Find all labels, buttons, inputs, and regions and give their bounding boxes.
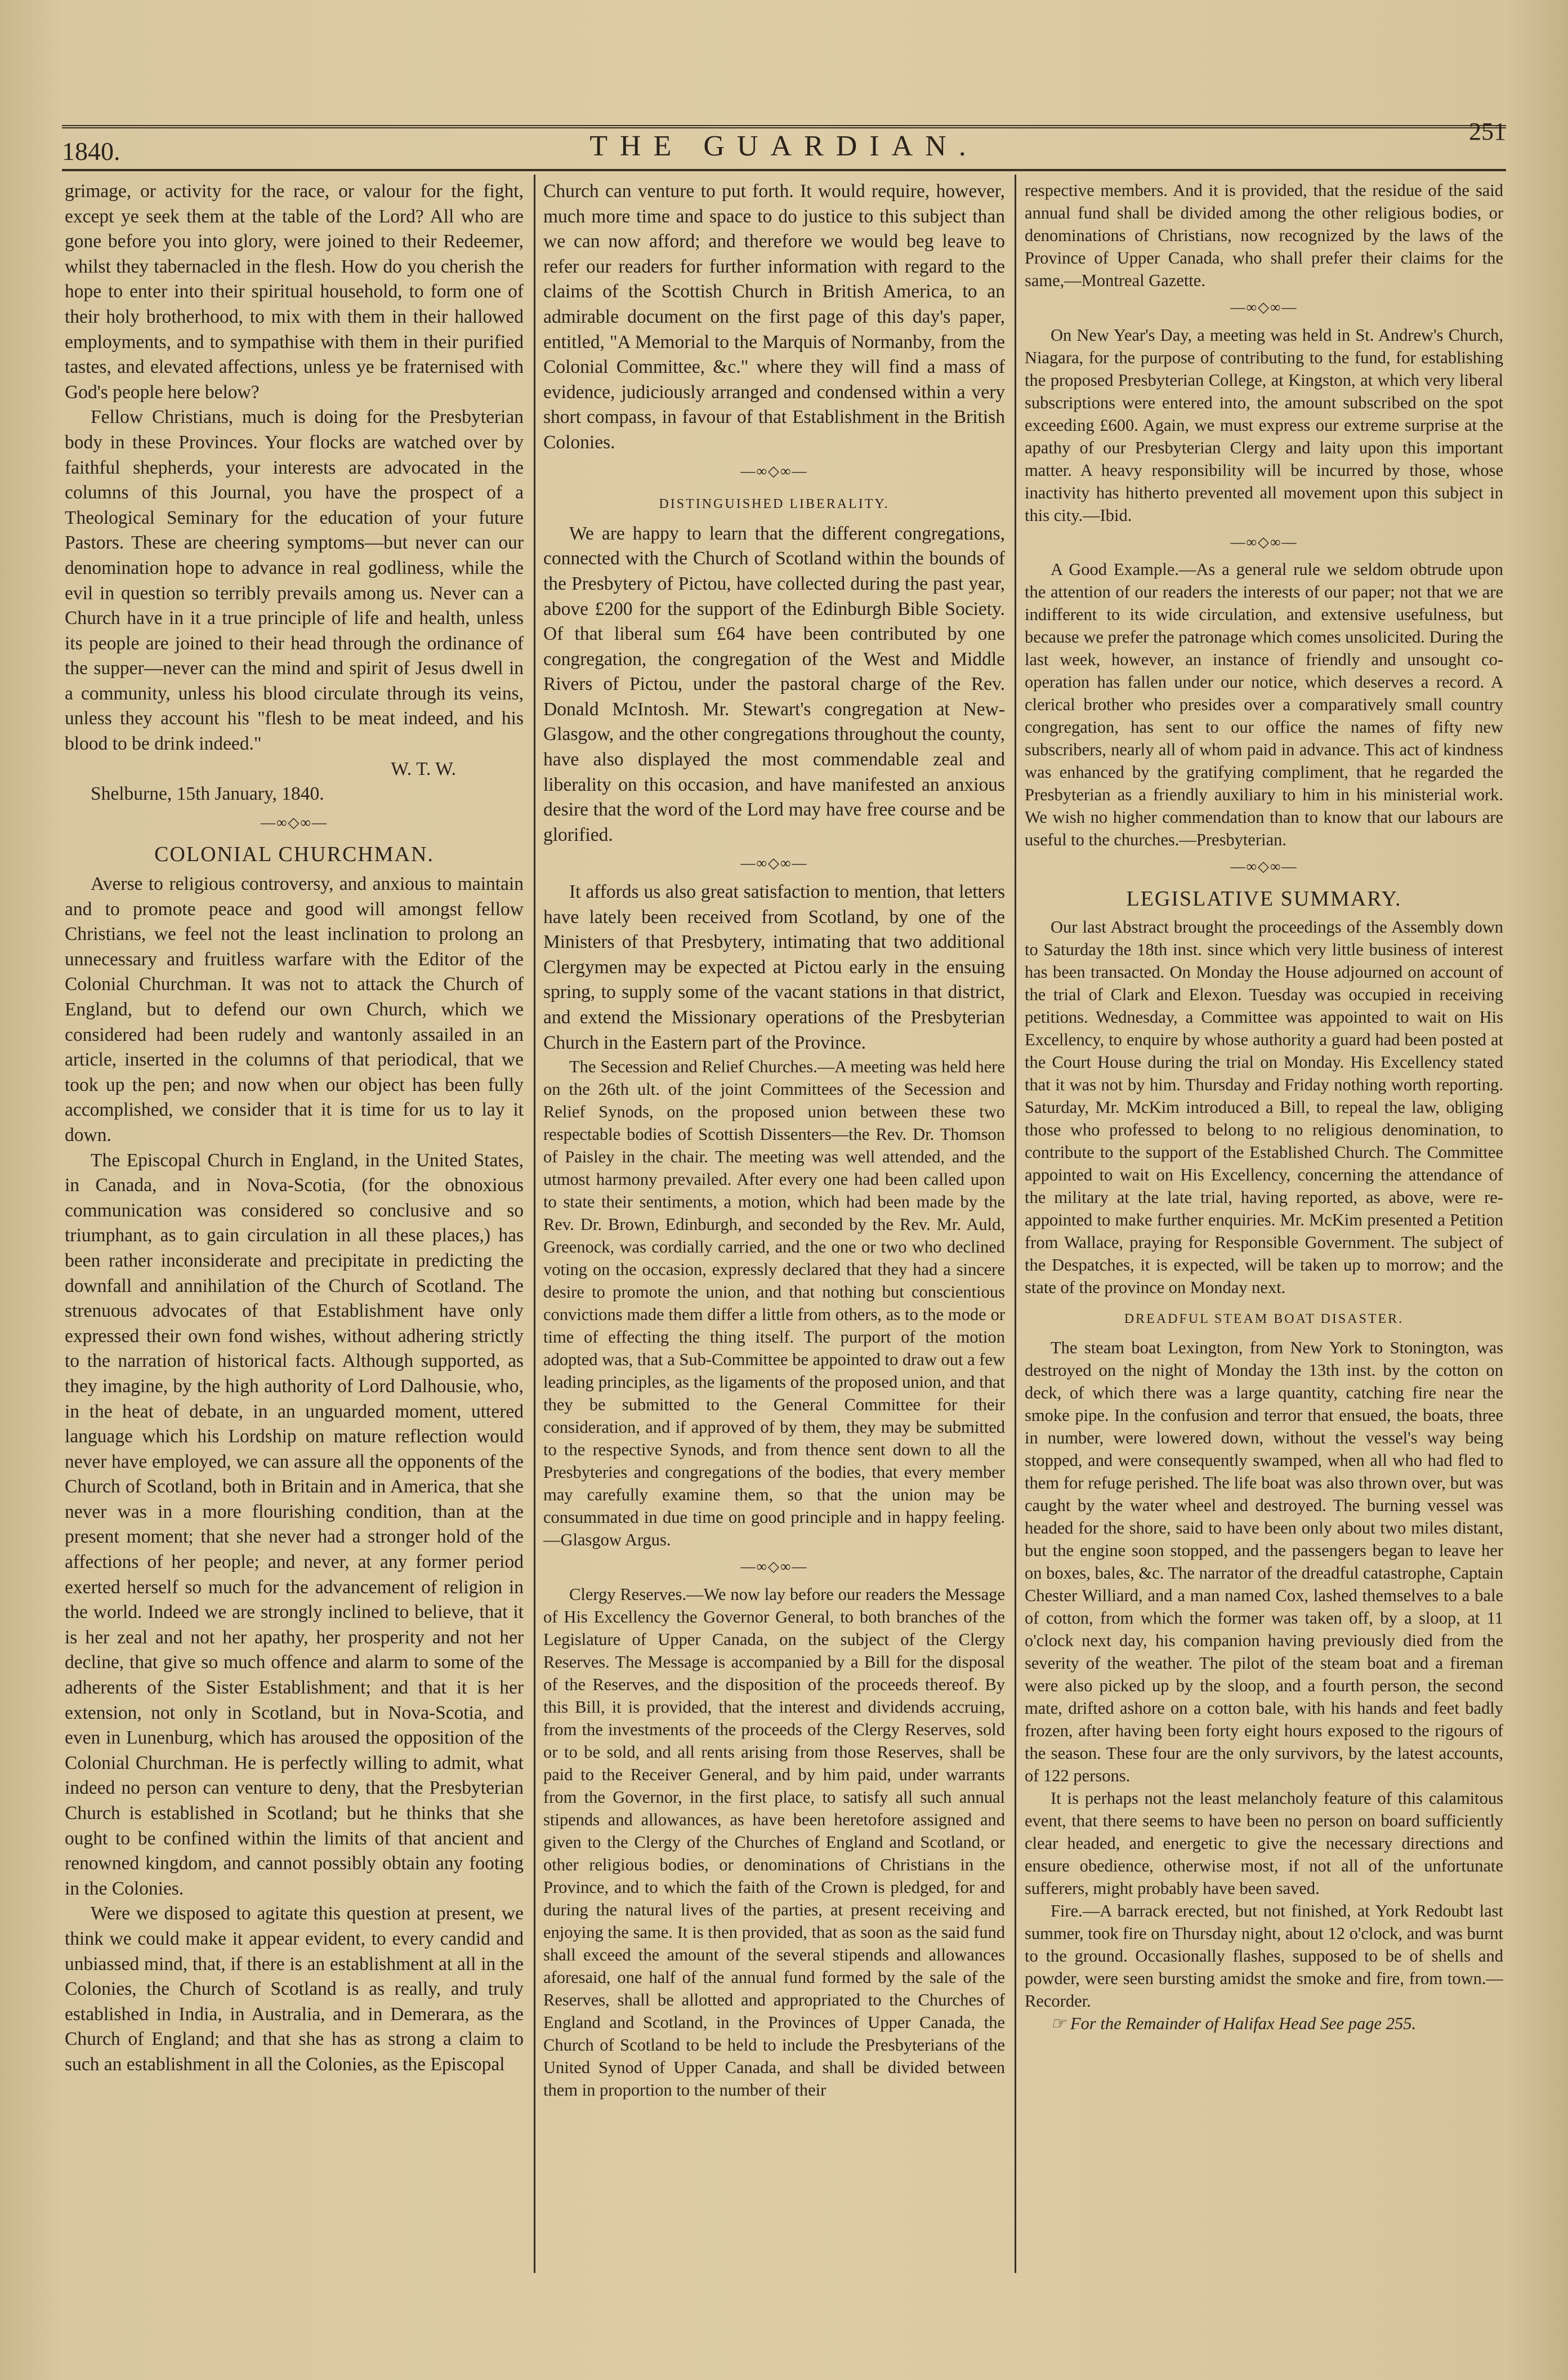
page-number: 251 bbox=[1469, 118, 1506, 145]
ornament-divider: —∞◇∞— bbox=[740, 462, 808, 479]
dateline: Shelburne, 15th January, 1840. bbox=[91, 783, 324, 805]
column-1 bbox=[65, 179, 524, 2267]
article-paragraph: Church can venture to put forth. It would require, however, much more time and space to do justice to this subject than we can now afford; and therefore we would beg leave to refer our readers for further information with regard to the claims of the Scottish Church in British America, to an admirable document on the first page of this day's paper, entitled, "A Memorial to the Marquis of Normanby, from the Colonial Committee, &c." where they will find a mass of evidence, judiciously arranged and condensed within a very short compass, in favour of that Establishment in the British Colonies. bbox=[543, 181, 1005, 453]
column-2 bbox=[543, 179, 1005, 2267]
masthead-rule-top bbox=[62, 125, 1506, 128]
author-signature: W. T. W. bbox=[391, 758, 456, 779]
masthead-rule-bottom bbox=[62, 169, 1506, 171]
section-heading: COLONIAL CHURCHMAN. bbox=[154, 843, 434, 867]
article-paragraph: It affords us also great satisfaction to mention, that letters have lately been received from Scotland, by one of the Ministers of that Presbytery, intimating that two additional Clergymen may be expected at Pictou early in the ensuing spring, to supply some of the vacant stations in that district, and extend the Missionary operations of the Presbyterian Church in the Eastern part of the Province. bbox=[543, 881, 1005, 1053]
article-paragraph: The Episcopal Church in England, in the United States, in Canada, and in Nova-Scotia, (for the obnoxious communication was considered so conclusive and so triumphant, as to gain circulation in all these places,) has been rather inconsiderate and precipitate in predicting the downfall and annihilation of the Church of Scotland. The strenuous advocates of that Establishment have only expressed their own fond wishes, without adhering strictly to the narration of historical facts. Although supported, as they imagine, by the high authority of Lord Dalhousie, who, in the heat of debate, in an unguarded moment, uttered language which his Lordship on mature reflection would never have employed, we can assure all the opponents of the Church of Scotland, both in Britain and in America, that she never was in a more flourishing condition, than at the present moment; that she never had a stronger hold of the affections of her people; and never, at any former period exerted herself so much for the advancement of religion in the world. Indeed we are strongly inclined to believe, that it is her zeal and not her apathy, her prosperity and not her decline, that give so much offence and alarm to some of the adherents of the Sister Establishment; and that it is her extension, not only in Scotland, but in Nova-Scotia, and even in Lunenburg, which has aroused the opposition of the Colonial Churchman. He is perfectly willing to admit, what indeed no person can venture to deny, that the Presbyterian Church is established in Scotland; but he thinks that she ought to be confined within the limits of that ancient and renowned kingdom, and cannot possibly obtain any footing in the Colonies. bbox=[65, 1149, 524, 1899]
article-paragraph: On New Year's Day, a meeting was held in St. Andrew's Church, Niagara, for the purpose of contributing to the fund, for establishing the proposed Presbyterian College, at Kingston, at which very liberal subscriptions were entered into, the amount subscribed on the spot exceeding £600. Again, we must express our extreme surprise at the apathy of our Presbyterian Clergy and laity upon this important matter. A heavy responsibility will be incurred by those, whose inactivity has hitherto prevented all movement upon this subject in this city.—Ibid. bbox=[1025, 325, 1503, 525]
article-paragraph: Fellow Christians, much is doing for the Presbyterian body in these Provinces. Your flocks are watched over by faithful shepherds, your interests are advocated in the columns of this Journal, you have the prospect of a Theological Seminary for the education of your future Pastors. These are cheering symptoms—but never can our denomination hope to advance in real godliness, while the evil in question so terribly prevails among us. Never can a Church have in it a true principle of life and health, unless its people are joined to their head through the ordinance of the supper—never can the mind and spirit of Jesus dwell in a community, unless his blood circulate through its veins, unless they account his "flesh to be meat indeed, and his blood to be drink indeed." bbox=[65, 407, 524, 755]
column-3 bbox=[1025, 179, 1503, 2267]
column-divider-1 bbox=[534, 175, 535, 2273]
ornament-divider: —∞◇∞— bbox=[1230, 858, 1298, 875]
ornament-divider: —∞◇∞— bbox=[740, 1558, 808, 1575]
article-paragraph: Fire.—A barrack erected, but not finished, at York Redoubt last summer, took fire on Thursday night, about 12 o'clock, and was burnt to the ground. Occasionally flashes, supposed to be of shells and powder, were seen bursting amidst the smoke and fire, from town.—Recorder. bbox=[1025, 1901, 1503, 2011]
ornament-divider: —∞◇∞— bbox=[1230, 533, 1298, 550]
ornament-divider: —∞◇∞— bbox=[1230, 299, 1298, 315]
section-heading: LEGISLATIVE SUMMARY. bbox=[1126, 886, 1402, 911]
article-paragraph: It is perhaps not the least melancholy feature of this calamitous event, that there seems to have been no person on board sufficiently clear headed, and energetic to give the necessary directions and ensure obedience, otherwise most, if not all of the unfortunate sufferers, might probably have been saved. bbox=[1025, 1788, 1503, 1898]
ornament-divider: —∞◇∞— bbox=[260, 814, 328, 831]
article-paragraph: Clergy Reserves.—We now lay before our readers the Message of His Excellency the Governor General, to both branches of the Legislature of Upper Canada, on the subject of the Clergy Reserves. The Message is accompanied by a Bill for the disposal of the Reserves, and the disposition of the proceeds thereof. By this Bill, it is provided, that the interest and dividends accruing, from the investments of the proceeds of the Clergy Reserves, sold or to be sold, and all rents arising from those Reserves, shall be paid to the Receiver General, and by him paid, under warrants from the Governor, in the first place, to satisfy all such annual stipends and allowances, as have been heretofore assigned and given to the Clergy of the Churches of England and Scotland, or other religious bodies, or denominations of Christians in the Province, and to which the faith of the Crown is pledged, for and during the natural lives of the parties, at present receiving and enjoying the same. It is then provided, that as soon as the said fund shall exceed the amount of the several stipends and allowances aforesaid, one half of the annual fund formed by the sale of the Reserves, shall be allotted and appropriated to the Churches of England and Scotland, in the Provinces of Upper Canada, the Church of Scotland to be held to include the Presbyterians of the United Synod of Upper Canada, and shall be divided between them in proportion to the number of their bbox=[543, 1584, 1005, 2100]
section-heading: DISTINGUISHED LIBERALITY. bbox=[659, 497, 890, 512]
column-divider-2 bbox=[1015, 175, 1016, 2273]
article-paragraph: The Secession and Relief Churches.—A meeting was held here on the 26th ult. of the joint Committees of the Secession and Relief Synods, on the proposed union between these two respectable bodies of Scottish Dissenters—the Rev. Dr. Thomson of Paisley in the chair. The meeting was well attended, and the utmost harmony prevailed. After every one had been called upon to state their sentiments, a motion, which had been made by the Rev. Dr. Brown, Edinburgh, and seconded by the Rev. Mr. Auld, Greenock, was cordially carried, and the one or two who declined voting on the occasion, expressly declared that they had a sincere desire to promote the union, and that nothing but conscientious convictions made them differ a little from others, as to the mode or time of effecting the thing itself. The purport of the motion adopted was, that a Sub-Committee be appointed to draw out a few leading principles, as the ligaments of the proposed union, and that they be submitted to the General Committee for their consideration, and if approved of by them, they may be submitted to the respective Synods, and from thence sent down to all the Presbyteries and congregations of the bodies, that every member may carefully examine them, so that the union may be consummated in due time on good principle and in happy feeling.—Glasgow Argus. bbox=[543, 1057, 1005, 1550]
article-paragraph: grimage, or activity for the race, or valour for the fight, except ye seek them at the table of the Lord? All who are gone before you into glory, were joined to their Redeemer, whilst they tabernacled in the flesh. How do you cherish the hope to enter into their spiritual household, to form one of their holy brotherhood, to mix with them in their hallowed employments, and to sympathise with them in their purified tastes, and elevated affections, unless ye be fraternised with God's people here below? bbox=[65, 181, 524, 403]
article-paragraph: respective members. And it is provided, that the residue of the said annual fund shall be divided among the other religious bodies, or denominations of Christians, now recognized by the laws of the Province of Upper Canada, who shall prefer their claims for the same,—Montreal Gazette. bbox=[1025, 181, 1503, 290]
article-paragraph: We are happy to learn that the different congregations, connected with the Church of Scotland within the bounds of the Presbytery of Pictou, have collected during the past year, above £200 for the support of the Edinburgh Bible Society. Of that liberal sum £64 have been contributed by one congregation, the congregation of the West and Middle Rivers of Pictou, under the pastoral charge of the Rev. Donald McIntosh. Mr. Stewart's congregation at New-Glasgow, and the other congregations throughout the county, have also displayed the most commendable zeal and liberality on this occasion, and have manifested an anxious desire that the word of the Lord may have free course and be glorified. bbox=[543, 523, 1005, 845]
article-paragraph: Averse to religious controversy, and anxious to maintain and to promote peace and good will amongst fellow Christians, we feel not the least inclination to prolong an unnecessary and fruitless warfare with the Editor of the Colonial Churchman. It was not to attack the Church of England, but to defend our own Church, which we considered had been rudely and wantonly assailed in an article, inserted in the columns of that periodical, that we took up the pen; and now when our object has been fully accomplished, we consider that it is time for us to lay it down. bbox=[65, 873, 524, 1146]
article-paragraph: A Good Example.—As a general rule we seldom obtrude upon the attention of our readers the interests of our paper; not that we are indifferent to its wide circulation, and extensive usefulness, but because we prefer the patronage which comes unsolicited. During the last week, however, an instance of friendly and unsought co-operation has fallen under our notice, which deserves a record. A clerical brother who presides over a comparatively small country congregation, has sent to our office the names of fifty new subscribers, nearly all of whom paid in advance. This act of kindness was enhanced by the gratifying compliment, that he regarded the Presbyterian as a friendly auxiliary to him in his ministerial work. We wish no higher commendation than to know that our labours are useful to the churches.—Presbyterian. bbox=[1025, 560, 1503, 850]
ornament-divider: —∞◇∞— bbox=[740, 855, 808, 872]
section-heading: DREADFUL STEAM BOAT DISASTER. bbox=[1124, 1312, 1404, 1327]
article-paragraph: Were we disposed to agitate this question at present, we think we could make it appear evident, to every candid and unbiassed mind, that, if there is an establishment at all in the Colonies, the Church of Scotland is as really, and truly established in India, in Australia, and in Demerara, as the Church of England; and that she has as strong a claim to such an establishment in all the Colonies, as the Episcopal bbox=[65, 1903, 524, 2075]
issue-year: 1840. bbox=[62, 137, 120, 166]
article-paragraph: Our last Abstract brought the proceedings of the Assembly down to Saturday the 18th inst. since which very little business of interest has been transacted. On Monday the House adjourned on account of the trial of Clark and Elexon. Tuesday was occupied in receiving petitions. Wednesday, a Committee was appointed to wait on His Excellency, to enquire by whose authority a guard had been posted at the Court House during the trial on Monday. His Excellency stated that it was not by him. Thursday and Friday nothing worth reporting. Saturday, Mr. McKim introduced a Bill, to repeal the law, obliging those who professed to belong to no religious denomination, to contribute to the support of the Established Church. The Committee appointed to wait on His Excellency, concerning the attendance of the military at the late trial, having reported, as above, were re-appointed to make further enquiries. Mr. McKim presented a Petition from Wallace, praying for Responsible Government. The subject of the Despatches, it is expected, will be taken up to morrow; and the state of the province on Monday next. bbox=[1025, 917, 1503, 1298]
article-paragraph: The steam boat Lexington, from New York to Stonington, was destroyed on the night of Monday the 13th inst. by the cotton on deck, of which there was a large quantity, catching fire near the smoke pipe. In the confusion and terror that ensued, the boats, three in number, were lowered down, without the vessel's way being stopped, and were consequently swamped, when all who had fled to them for refuge perished. The life boat was also thrown over, but was caught by the water wheel and destroyed. The burning vessel was headed for the shore, said to have been only about two miles distant, but the engine soon stopped, and the passengers began to leave her on boxes, bales, &c. The narrator of the dreadful catastrophe, Captain Chester Williard, and a man named Cox, lashed themselves to a bale of cotton, from which the former was taken off, by a sloop, at 11 o'clock next day, his companion having previously died from the severity of the weather. The pilot of the steam boat and a fireman were also picked up by the sloop, and a fourth person, the second mate, drifted ashore on a cotton bale, with his hands and feet badly frozen, after having been forty eight hours exposed to the rigours of the season. These four are the only survivors, by the latest accounts, of 122 persons. bbox=[1025, 1338, 1503, 1785]
newspaper-title: THE GUARDIAN. bbox=[589, 130, 979, 162]
continuation-footnote: ☞ For the Remainder of Halifax Head See page 255. bbox=[1051, 2013, 1417, 2033]
